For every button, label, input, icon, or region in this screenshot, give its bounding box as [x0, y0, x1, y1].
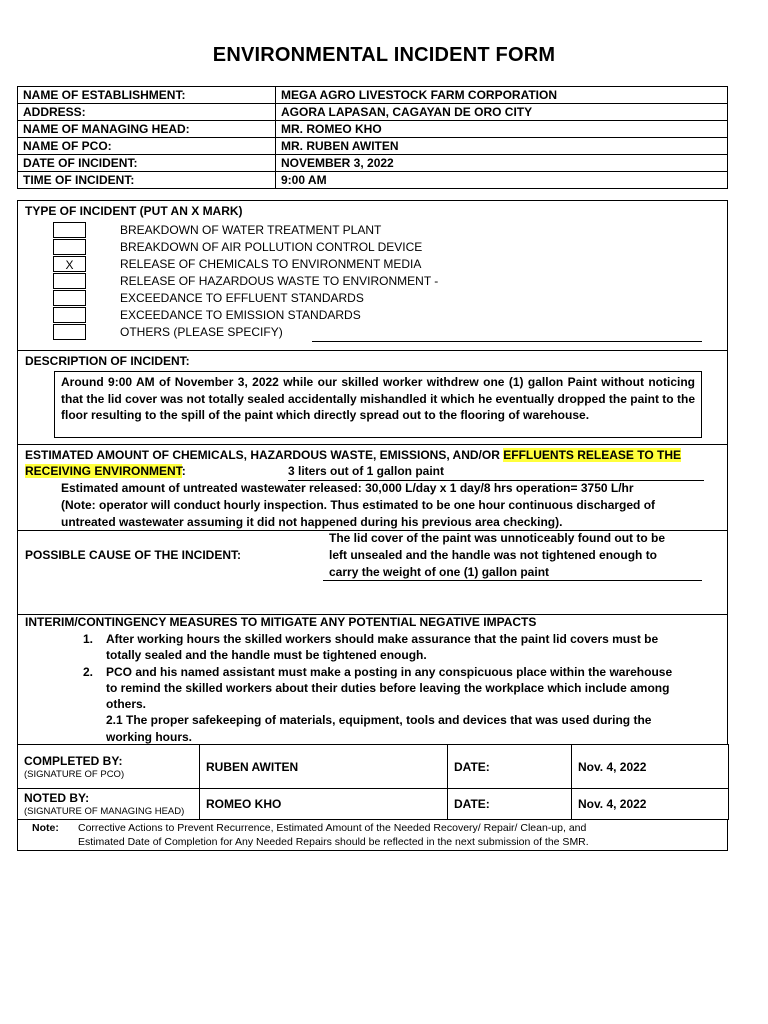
incident-type-label: BREAKDOWN OF WATER TREATMENT PLANT — [120, 223, 382, 237]
signature-name: RUBEN AWITEN — [200, 745, 448, 789]
interim-item-number: 2. — [83, 665, 94, 679]
estimate-heading — [25, 448, 681, 462]
info-value: MR. RUBEN AWITEN — [276, 138, 728, 155]
incident-type-checkbox[interactable] — [53, 239, 86, 255]
interim-item-text: others. — [106, 697, 147, 711]
info-label: NAME OF PCO: — [18, 138, 276, 155]
incident-type-section — [17, 200, 728, 350]
incident-type-label: EXCEEDANCE TO EFFLUENT STANDARDS — [120, 291, 364, 305]
signature-label: NOTED BY: — [24, 791, 90, 805]
cause-line: The lid cover of the paint was unnoticeably found out to be — [329, 531, 666, 545]
signature-label: COMPLETED BY: — [24, 753, 123, 768]
note-text: Estimated Date of Completion for Any Needed Repairs should be reflected in the next submission of the SMR. — [78, 836, 589, 848]
incident-type-checkbox[interactable] — [53, 324, 86, 340]
establishment-info-table — [17, 86, 728, 189]
signature-name: ROMEO KHO — [200, 789, 448, 820]
description-heading: DESCRIPTION OF INCIDENT: — [25, 354, 190, 368]
estimate-heading-highlight: EFFLUENTS RELEASE TO THE — [503, 448, 682, 462]
incident-type-label: EXCEEDANCE TO EMISSION STANDARDS — [120, 308, 361, 322]
interim-item-text: PCO and his named assistant must make a posting in any conspicuous place within the warehouse — [106, 665, 673, 679]
incident-type-checkbox[interactable]: X — [53, 256, 86, 272]
estimate-section — [17, 444, 728, 530]
interim-item-text: After working hours the skilled workers should make assurance that the paint lid covers must be — [106, 632, 659, 646]
incident-type-checkbox[interactable] — [53, 307, 86, 323]
completed-by-label — [18, 745, 200, 789]
cause-line: carry the weight of one (1) gallon paint — [323, 565, 702, 581]
description-text: Around 9:00 AM of November 3, 2022 while our skilled worker withdrew one (1) gallon Paint without noticing that the lid cover was not totally sealed accidentally mishandled it which he eventually dropped the paint to the floor resulting to the spill of the paint which directly spread out to the flooring of warehouse. — [54, 371, 702, 438]
info-row-pco — [18, 138, 728, 155]
interim-item-number: 1. — [83, 632, 94, 646]
info-row-managing-head — [18, 121, 728, 138]
date-value: Nov. 4, 2022 — [572, 745, 729, 789]
interim-item-text: to remind the skilled workers about their duties before leaving the workplace which include among — [106, 681, 670, 695]
noted-by-row — [18, 789, 729, 820]
info-label: TIME OF INCIDENT: — [18, 172, 276, 189]
interim-heading: INTERIM/CONTINGENCY MEASURES TO MITIGATE ANY POTENTIAL NEGATIVE IMPACTS — [25, 615, 537, 629]
form-title: ENVIRONMENTAL INCIDENT FORM — [212, 44, 556, 66]
interim-item-text: totally sealed and the handle must be tightened enough. — [106, 648, 427, 662]
info-value: AGORA LAPASAN, CAGAYAN DE ORO CITY — [276, 104, 728, 121]
estimate-line: untreated wastewater assuming it did not happened during his previous area checking). — [61, 515, 563, 529]
incident-type-label: BREAKDOWN OF AIR POLLUTION CONTROL DEVICE — [120, 240, 423, 254]
info-label: NAME OF MANAGING HEAD: — [18, 121, 276, 138]
others-specify-line[interactable] — [312, 341, 702, 342]
signature-sublabel: (SIGNATURE OF MANAGING HEAD) — [24, 806, 185, 817]
incident-type-checkbox[interactable] — [53, 290, 86, 306]
info-value: MEGA AGRO LIVESTOCK FARM CORPORATION — [276, 87, 728, 104]
note-text: Corrective Actions to Prevent Recurrence, Estimated Amount of the Needed Recovery/ Repair/ Clean-up, and — [78, 822, 587, 834]
date-label: DATE: — [448, 789, 572, 820]
info-row-address — [18, 104, 728, 121]
signature-table — [17, 744, 729, 820]
estimate-line: Estimated amount of untreated wastewater released: 30,000 L/day x 1 day/8 hrs operation= 3750 L/hr — [61, 481, 634, 495]
estimate-line: (Note: operator will conduct hourly inspection. Thus estimated to be one hour continuous discharged of — [61, 498, 656, 512]
noted-by-label — [18, 789, 200, 820]
incident-type-checkbox[interactable] — [53, 273, 86, 289]
incident-type-label: RELEASE OF HAZARDOUS WASTE TO ENVIRONMENT - — [120, 274, 439, 288]
estimate-heading-text: ESTIMATED AMOUNT OF CHEMICALS, HAZARDOUS WASTE, EMISSIONS, AND/OR — [25, 448, 504, 462]
cause-line: left unsealed and the handle was not tightened enough to — [329, 548, 658, 562]
completed-by-row — [18, 745, 729, 789]
info-label: ADDRESS: — [18, 104, 276, 121]
info-row-establishment — [18, 87, 728, 104]
interim-item-text: working hours. — [106, 730, 193, 744]
estimate-amount: 3 liters out of 1 gallon paint — [288, 464, 704, 481]
info-value: MR. ROMEO KHO — [276, 121, 728, 138]
date-label: DATE: — [448, 745, 572, 789]
info-row-time — [18, 172, 728, 189]
note-section — [17, 819, 728, 851]
info-label: NAME OF ESTABLISHMENT: — [18, 87, 276, 104]
info-label: DATE OF INCIDENT: — [18, 155, 276, 172]
description-section — [17, 350, 728, 444]
signature-sublabel: (SIGNATURE OF PCO) — [24, 768, 125, 780]
cause-heading: POSSIBLE CAUSE OF THE INCIDENT: — [25, 548, 242, 562]
incident-type-label: RELEASE OF CHEMICALS TO ENVIRONMENT MEDIA — [120, 257, 422, 271]
estimate-heading-line2 — [25, 464, 186, 478]
estimate-heading-highlight: RECEIVING ENVIRONMENT — [25, 464, 182, 478]
cause-section — [17, 530, 728, 614]
incident-type-label: OTHERS (PLEASE SPECIFY) — [120, 325, 283, 339]
interim-section — [17, 614, 728, 744]
estimate-heading-colon: : — [181, 464, 186, 478]
incident-type-checkbox[interactable] — [53, 222, 86, 238]
info-value: 9:00 AM — [276, 172, 728, 189]
info-value: NOVEMBER 3, 2022 — [276, 155, 728, 172]
info-row-date — [18, 155, 728, 172]
note-label: Note: — [32, 822, 59, 834]
incident-type-heading: TYPE OF INCIDENT (PUT AN X MARK) — [25, 204, 243, 218]
date-value: Nov. 4, 2022 — [572, 789, 729, 820]
interim-item-text: 2.1 The proper safekeeping of materials, equipment, tools and devices that was used during the — [106, 713, 652, 727]
